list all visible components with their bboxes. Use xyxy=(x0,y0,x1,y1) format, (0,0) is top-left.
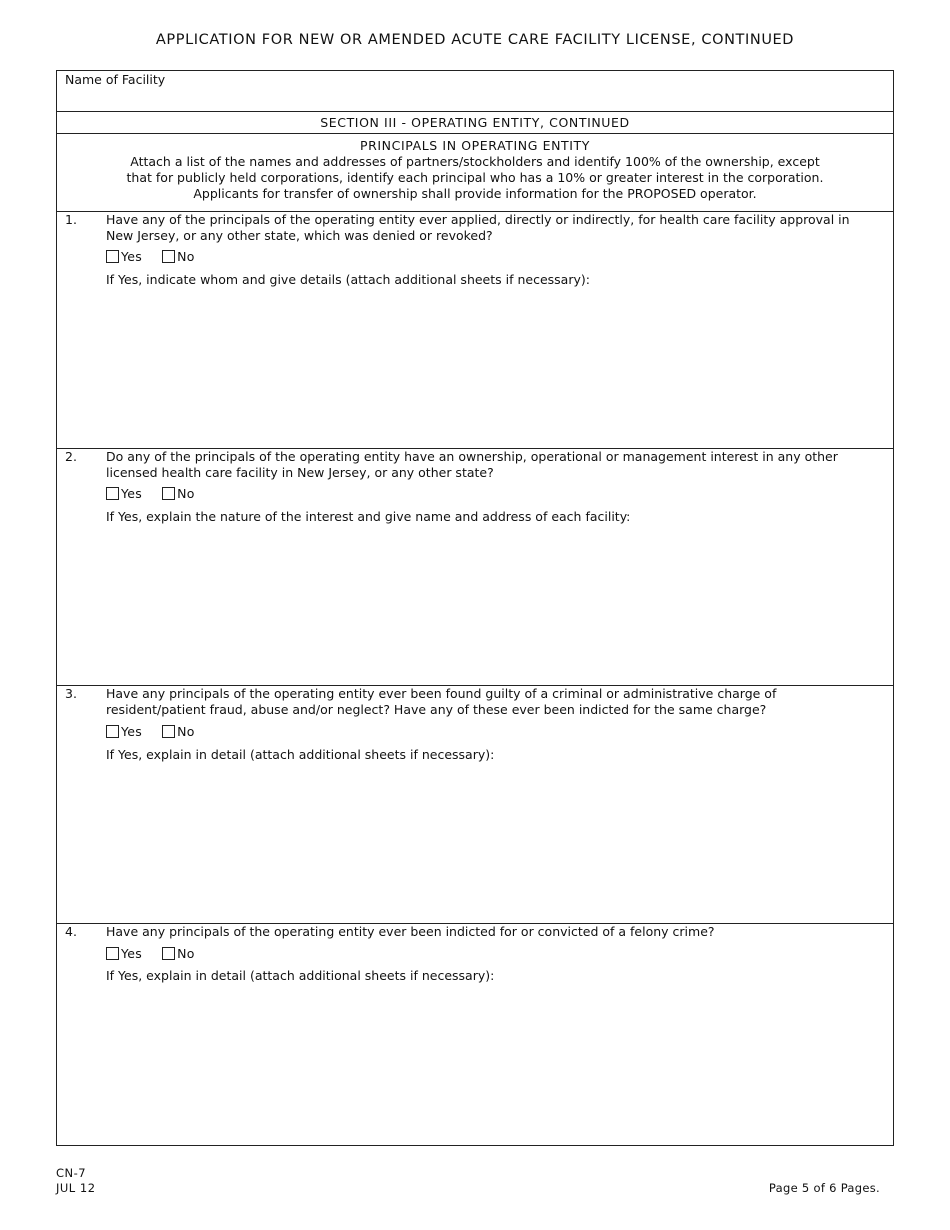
followup-instruction: If Yes, explain the nature of the interest and give name and address of each facility: xyxy=(106,509,631,524)
yes-no-choice xyxy=(106,946,215,961)
yes-no-choice xyxy=(106,249,215,264)
yes-checkbox[interactable] xyxy=(106,250,119,263)
section-heading: SECTION III - OPERATING ENTITY, CONTINUED xyxy=(320,115,630,130)
form-id: CN-7 xyxy=(56,1166,87,1180)
page-title: APPLICATION FOR NEW OR AMENDED ACUTE CARE FACILITY LICENSE, CONTINUED xyxy=(155,32,795,48)
question-text: Have any principals of the operating entity ever been indicted for or convicted of a felony crime? xyxy=(106,924,715,939)
application-form xyxy=(56,70,894,1146)
facility-name-row[interactable] xyxy=(57,71,893,112)
question-text: Have any principals of the operating entity ever been found guilty of a criminal or administrative charge of resident/patient fraud, abuse and/or neglect? Have any of these ever been indicted for the same charge? xyxy=(106,686,777,717)
principals-heading: PRINCIPALS IN OPERATING ENTITY xyxy=(359,138,591,153)
yes-label: Yes xyxy=(121,249,143,264)
question-number: 3. xyxy=(65,686,77,701)
page-number: Page 5 of 6 Pages. xyxy=(768,1181,880,1195)
question-3 xyxy=(57,685,893,924)
principals-instruction-line: Applicants for transfer of ownership shall provide information for the PROPOSED operator. xyxy=(193,186,757,201)
question-number: 1. xyxy=(65,212,77,227)
yes-label: Yes xyxy=(121,946,143,961)
question-text: Have any of the principals of the operating entity ever applied, directly or indirectly, for health care facility approval in New Jersey, or any other state, which was denied or revoked? xyxy=(106,212,850,243)
followup-instruction: If Yes, explain in detail (attach additional sheets if necessary): xyxy=(106,747,495,762)
no-label: No xyxy=(177,946,195,961)
followup-instruction: If Yes, indicate whom and give details (attach additional sheets if necessary): xyxy=(106,272,590,287)
principals-instruction-line: Attach a list of the names and addresses of partners/stockholders and identify 100% of the ownership, except xyxy=(130,154,820,169)
no-option[interactable] xyxy=(162,724,195,739)
yes-no-choice xyxy=(106,486,215,501)
no-option[interactable] xyxy=(162,486,195,501)
followup-instruction: If Yes, explain in detail (attach additional sheets if necessary): xyxy=(106,968,495,983)
no-label: No xyxy=(177,486,195,501)
yes-label: Yes xyxy=(121,724,143,739)
principals-block xyxy=(57,133,893,212)
no-checkbox[interactable] xyxy=(162,725,175,738)
no-label: No xyxy=(177,249,195,264)
yes-checkbox[interactable] xyxy=(106,725,119,738)
no-option[interactable] xyxy=(162,946,195,961)
question-number: 4. xyxy=(65,924,77,939)
yes-checkbox[interactable] xyxy=(106,947,119,960)
question-4 xyxy=(57,923,893,1145)
no-option[interactable] xyxy=(162,249,195,264)
yes-checkbox[interactable] xyxy=(106,487,119,500)
no-checkbox[interactable] xyxy=(162,487,175,500)
yes-no-choice xyxy=(106,724,215,739)
yes-option[interactable] xyxy=(106,946,142,961)
no-label: No xyxy=(177,724,195,739)
question-1 xyxy=(57,211,893,449)
yes-label: Yes xyxy=(121,486,143,501)
question-2 xyxy=(57,448,893,686)
question-text: Do any of the principals of the operating entity have an ownership, operational or management interest in any other licensed health care facility in New Jersey, or any other state? xyxy=(106,449,838,480)
facility-name-label: Name of Facility xyxy=(65,72,166,87)
no-checkbox[interactable] xyxy=(162,947,175,960)
question-number: 2. xyxy=(65,449,77,464)
section-heading-row xyxy=(57,111,893,134)
form-date: JUL 12 xyxy=(56,1181,96,1195)
no-checkbox[interactable] xyxy=(162,250,175,263)
principals-instruction-line: that for publicly held corporations, identify each principal who has a 10% or greater interest in the corporation. xyxy=(126,170,824,185)
yes-option[interactable] xyxy=(106,724,142,739)
yes-option[interactable] xyxy=(106,486,142,501)
form-identifier xyxy=(56,1166,96,1196)
yes-option[interactable] xyxy=(106,249,142,264)
